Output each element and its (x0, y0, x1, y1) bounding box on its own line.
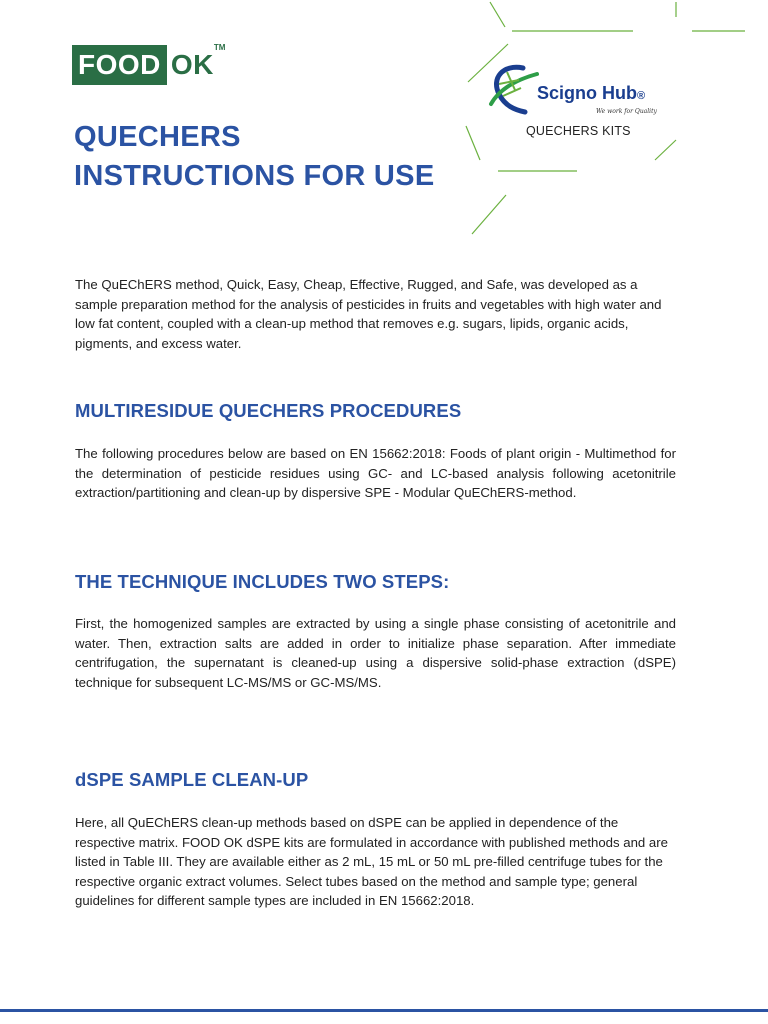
footer-divider (0, 1009, 768, 1012)
product-label: QUECHERS KITS (526, 124, 631, 138)
intro-paragraph: The QuEChERS method, Quick, Easy, Cheap, Effective, Rugged, and Safe, was developed as a sample preparation method for the analysis of pesticides in fruits and vegetables with high water and low fat content, coupled with a clean-up method that removes e.g. sugars, lipids, organic acids, pigments, and excess water. (75, 277, 662, 351)
trademark-mark: TM (213, 43, 226, 52)
section-heading-technique: THE TECHNIQUE INCLUDES TWO STEPS: (75, 571, 450, 592)
page-title (74, 118, 434, 196)
section-body-multiresidue: The following procedures below are based on EN 15662:2018: Foods of plant origin - Multimethod for the determination of pesticide residues using GC- and LC-based analysis following acetonitrile extraction/partitioning and clean-up by dispersive SPE - Modular QuEChERS-method. (75, 446, 676, 501)
scigno-hub-name-text: Scigno Hub (537, 83, 637, 103)
page-title-line1: QUECHERS (74, 121, 241, 153)
foodok-logo-food: FOOD (72, 45, 167, 85)
registered-mark: ® (637, 90, 646, 102)
section-heading-multiresidue: MULTIRESIDUE QUECHERS PROCEDURES (75, 400, 462, 421)
scigno-hub-tagline: We work for Quality (596, 108, 657, 115)
section-body-technique: First, the homogenized samples are extracted by using a single phase consisting of acetonitrile and water. Then, extraction salts are added in order to initialize phase separation. After immediate centrifugation, the supernatant is cleaned-up using a dispersive solid-phase extraction (dSPE) technique for subsequent LC-MS/MS or GC-MS/MS. (75, 616, 676, 690)
section-body-dspe: Here, all QuEChERS clean-up methods based on dSPE can be applied in dependence of the respective matrix. FOOD OK dSPE kits are formulated in accordance with published methods and are listed in Table III. They are available either as 2 mL, 15 mL or 50 mL pre-filled centrifuge tubes for the respective organic extract volumes. Select tubes based on the method and sample type; general guidelines for different sample types are included in EN 15662:2018. (75, 815, 668, 909)
section-heading-dspe: dSPE SAMPLE CLEAN-UP (75, 769, 309, 790)
page-title-line2: INSTRUCTIONS FOR USE (74, 160, 435, 192)
foodok-logo-ok: OK (170, 49, 214, 80)
foodok-logo (72, 45, 225, 85)
scigno-hub-name (537, 83, 645, 104)
